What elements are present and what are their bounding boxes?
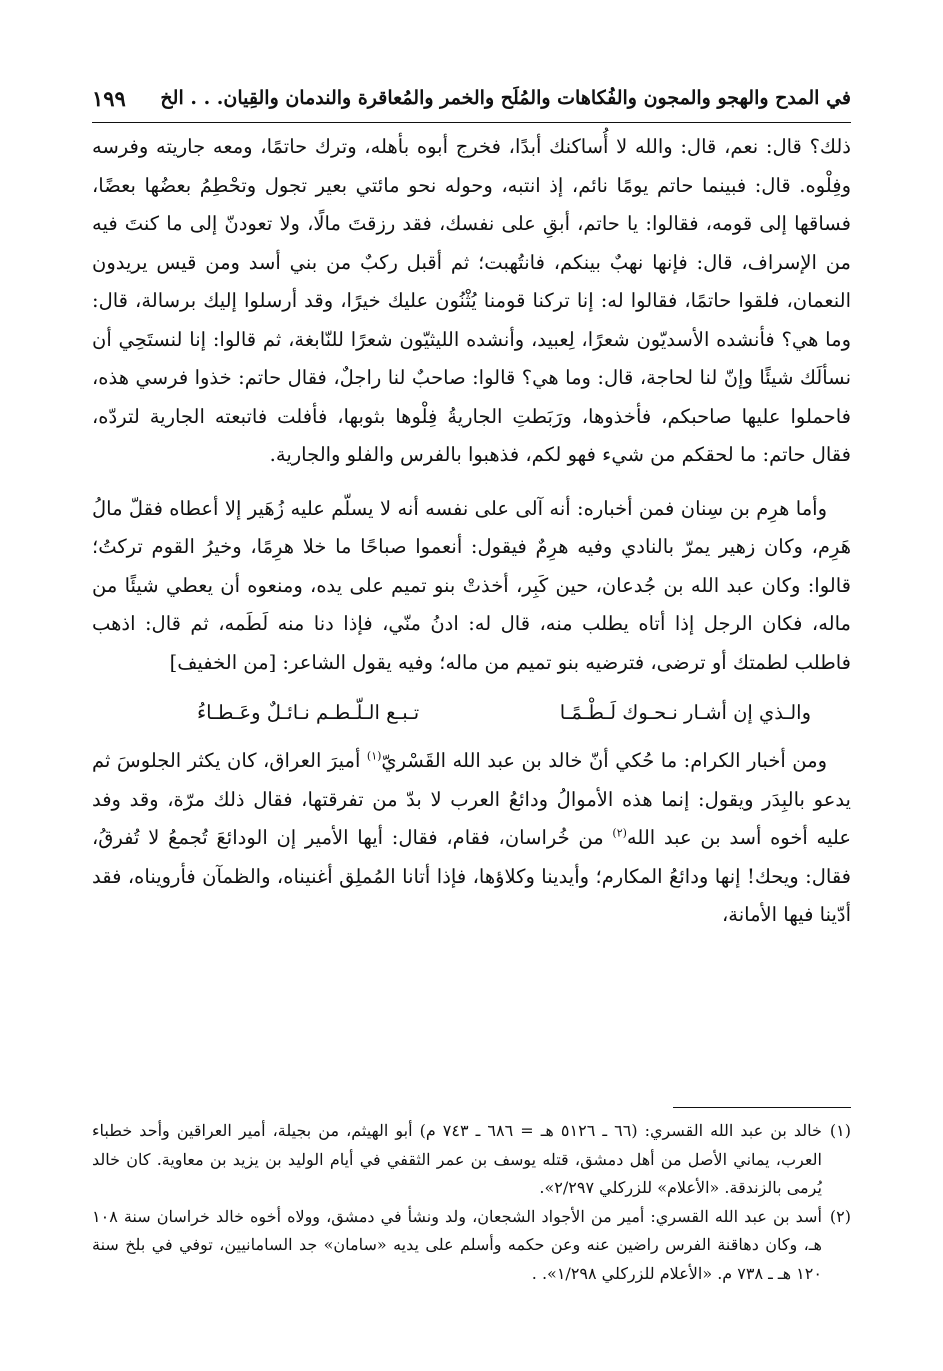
footnote bbox=[92, 1117, 851, 1203]
footnote-ref-2[interactable]: (٢) bbox=[612, 826, 627, 840]
footnote-text: خالد بن عبد الله القسري: (٦٦ ـ ٥١٢٦ هـ = ٦٨٦ ـ ٧٤٣ م) أبو الهيثم، من بجيلة، أمير العراقين وأحد خطباء العرب، يماني الأصل من أهل دمشق، قتله يوسف بن عمر الثقفي في أيام الوليد بن يزيد بن معاوية. كان خالد يُرمى بالزندقة. «الأعلام» للزركلي ٢/٢٩٧». bbox=[92, 1121, 822, 1197]
paragraph-harim bbox=[92, 490, 851, 683]
page-number: ١٩٩ bbox=[92, 85, 126, 111]
verse-second-hemistich: تـبـع الـلّـطـم نـائـلٌ وعَـطـاءُ bbox=[197, 700, 420, 724]
poem-verse bbox=[92, 690, 851, 736]
main-text bbox=[92, 128, 851, 935]
meter-label: [من الخفيف] bbox=[169, 650, 277, 674]
footnote-rule bbox=[673, 1107, 851, 1108]
footnote-ref-1[interactable]: (١) bbox=[366, 749, 382, 763]
paragraph-khalid-part1: ومن أخبار الكرام: ما حُكي أنّ خالد بن عبد الله القَسْريّ bbox=[381, 749, 827, 772]
running-header-title: في المدح والهجو والمجون والفُكاهات والمُلَح والخمر والمُعاقرة والندمان والقِيان. . . الخ bbox=[160, 87, 851, 109]
verse-first-hemistich: والـذي إن أشـار نـحـوك لَـطْـمًـا bbox=[559, 700, 811, 724]
paragraph-khalid-part3: من خُراسان، فقام، فقال: أيها الأمير إن الودائعَ تُجمعُ لا تُفرقُ، فقال: ويحك! إنها ودائعُ المكارم؛ وأيدينا وكلاؤها، فإذا أتانا المُملِق أغنيناه، والظمآن فأرويناه، فقد أدّينا فيها الأمانة، bbox=[92, 826, 851, 926]
footnote bbox=[92, 1203, 851, 1289]
running-header bbox=[92, 78, 851, 118]
footnotes bbox=[92, 1117, 851, 1288]
paragraph-khalid bbox=[92, 742, 851, 935]
footnote-text: أسد بن عبد الله القسري: أمير من الأجواد الشجعان، ولد ونشأ في دمشق، وولاه أخوه خالد خراسان سنة ١٠٨ هـ، وكان دهاقنة الفرس راضين عنه وعن حكمه وأسلم على يديه «سامان» جد السامانيين، توفي في بلخ سنة ١٢٠ هـ ـ ٧٣٨ م. «الأعلام للزركلي ١/٢٩٨». . bbox=[92, 1206, 822, 1283]
footnote-number: (٢) bbox=[829, 1206, 851, 1226]
paragraph-hatim: ذلك؟ قال: نعم، قال: والله لا أُساكنك أبدًا، فخرج أبوه بأهله، وترك حاتمًا، ومعه جاريته وفرسه وفِلْوه. قال: فبينما حاتم يومًا نائم، إذ انتبه، وحوله نحو مائتي بعير تجول وتحْطِمُ بعضُها بعضًا، فساقها إلى قومه، فقالوا: يا حاتم، أبقِ على نفسك، فقد رزقتَ مالًا، ولا تعودنّ إلى ما كنتَ فيه من الإسراف، قال: فإنها نهبٌ بينكم، فانتُهبت؛ ثم أقبل ركبٌ من بني أسد ومن قيس يريدون النعمان، فلقوا حاتمًا، فقالوا له: إنا تركنا قومنا يُثْنُون عليك خيرًا، وقد أرسلوا إليك برسالة، قال: وما هي؟ فأنشده الأسديّون شعرًا، لِعبيد، وأنشده الليثيّون شعرًا للنّابغة، ثم قالوا: إنا لنستَحِي أن نسألَك شيئًا وإنّ لنا لحاجة، قال: وما هي؟ قالوا: صاحبٌ لنا راجلٌ، فقال حاتم: خذوا فرسي هذه، فاحملوا عليها صاحبكم، فأخذوها، ورَبَطتِ الجاريةُ فِلْوها بثوبها، فأفلت فاتبعته الجارية لتردّه، فقال حاتم: ما لحقكم من شيء فهو لكم، فذهبوا بالفرس والفلو والجارية. bbox=[92, 135, 851, 466]
paragraph-harim-text: وأما هرِم بن سِنان فمن أخباره: أنه آلى على نفسه أنه لا يسلّم عليه زُهَير إلا أعطاه فقلّ مالُ هَرِم، وكان زهير يمرّ بالنادي وفيه هرِمٌ فيقول: أنعموا صباحًا ما خلا هرِمًا، وخيرُ القوم تركتُ؛ قالوا: وكان عبد الله بن جُدعان، حين كَبِر، أخذتْ بنو تميم على يده، ومنعوه أن يعطي شيئًا من ماله، فكان الرجل إذا أتاه يطلب منه، قال له: ادنُ منّي، فإذا دنا منه لَطَمه، ثم قال: اذهب فاطلب لطمتك أو ترضى، فترضيه بنو تميم من ماله؛ وفيه يقول الشاعر: bbox=[92, 496, 851, 674]
paragraph-khalid-part2: أميرَ العراق، كان يكثر الجلوسَ ثم يدعو بالبِدَر ويقول: إنما هذه الأموالُ ودائعُ العرب لا بدّ من تفرقتها، فقال ذلك مرّة، وقد وفد عليه أخوه أسد بن عبد الله bbox=[92, 749, 851, 849]
header-rule bbox=[92, 122, 851, 123]
footnote-number: (١) bbox=[829, 1121, 851, 1140]
